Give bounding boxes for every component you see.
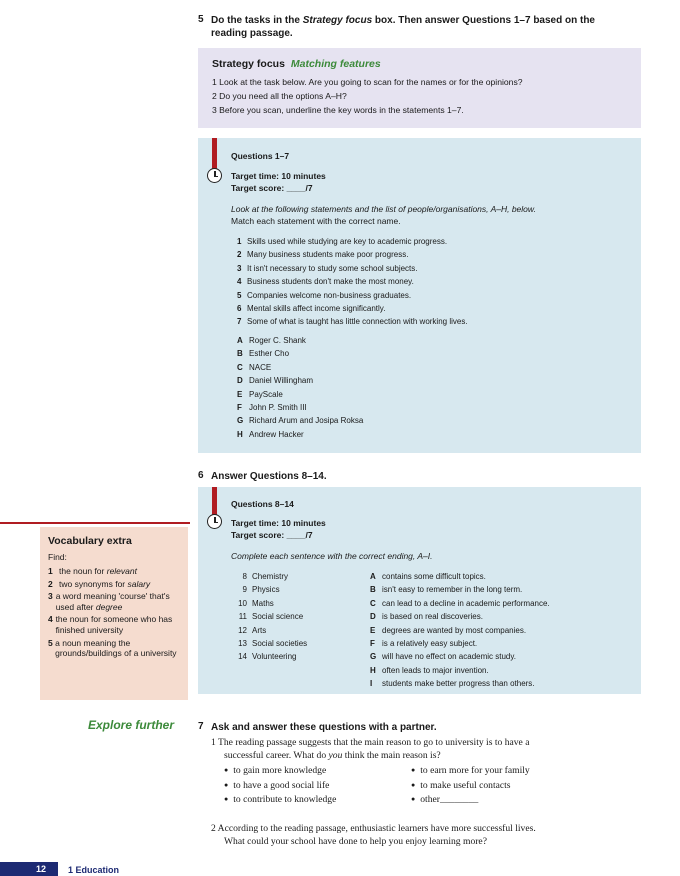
vocab-find-label: Find: [48,552,67,562]
q1-instruction: Match each statement with the correct name. [231,216,401,226]
vocab-item: 5 a noun meaning the grounds/buildings of a university [48,637,177,659]
subject-item: 14 Volunteering [238,652,297,662]
chapter-label: 1 Education [68,865,120,875]
ending-item: H often leads to major invention. [370,665,489,675]
bullet-item: ● to make useful contacts [411,779,591,794]
ending-item: I students make better progress than others. [370,679,535,689]
vocab-extra-box [40,527,188,700]
ending-item: B isn't easy to remember in the long term. [370,585,523,595]
timer-bar [212,138,217,172]
subject-list [233,570,353,664]
q1-instruction-italic: Look at the following statements and the list of people/organisations, A–H, below. [231,204,536,214]
strategy-list [212,75,523,117]
explore-question-1: 1 The reading passage suggests that the main reason to go to university is to have a successful career. What do you think the main reason is? [211,737,530,761]
name-option: A Roger C. Shank [237,336,306,345]
section-7-instruction: Ask and answer these questions with a partner. [211,722,437,733]
vocab-list [48,566,184,659]
vocab-divider [0,522,190,524]
bullet-item: ● other________ [411,793,591,808]
subject-item: 11 Social science [238,612,304,622]
section-6-number: 6 [198,470,204,481]
bullet-item: ● to have a good social life [224,779,404,794]
vocab-item: 4 the noun for someone who has finished university [48,614,173,635]
strategy-item: 3 Before you scan, underline the key words in the statements 1–7. [212,105,464,115]
ending-item: C can lead to a decline in academic performance. [370,598,550,608]
statement-item: 4 Business students don't make the most money. [237,277,414,287]
statement-item: 1 Skills used while studying are key to academic progress. [237,237,448,246]
ending-item: G will have no effect on academic study. [370,652,516,662]
name-option: C NACE [237,362,272,372]
q8-instruction-italic: Complete each sentence with the correct ending, A–I. [231,551,433,561]
bullet-item: ● to gain more knowledge [224,764,404,779]
target-time-label: Target time: 10 minutes [231,171,326,181]
name-option: D Daniel Willingham [237,376,314,386]
clock-icon [207,514,222,529]
timer-bar [212,487,217,517]
ending-item: D is based on real discoveries. [370,612,483,622]
target-score-label: Target score: ____/7 [231,530,313,540]
clock-icon [207,168,222,183]
ending-item: F is a relatively easy subject. [370,639,478,649]
subject-item: 8 Chemistry [242,572,289,581]
strategy-item: 2 Do you need all the options A–H? [212,91,347,101]
statement-item: 3 It isn't necessary to study some school subjects. [237,263,418,273]
subject-item: 10 Maths [238,598,274,608]
name-option: E PayScale [237,389,283,399]
target-score-label: Target score: ____/7 [231,183,313,193]
strategy-title: Strategy focus Matching features [212,58,381,70]
bullet-list-right [411,764,591,808]
name-option: H Andrew Hacker [237,429,304,439]
subject-item: 9 Physics [242,585,280,595]
section-5-number: 5 [198,14,204,25]
ending-item: E degrees are wanted by most companies. [370,625,527,635]
vocab-item: 2 two synonyms for salary [48,578,151,589]
name-option: B Esther Cho [237,349,290,359]
statement-item: 5 Companies welcome non-business graduates. [237,290,412,300]
target-time-label: Target time: 10 minutes [231,518,326,528]
vocab-item: 1 the noun for relevant [48,566,137,576]
strategy-focus-box [198,48,641,128]
bullet-list-left [224,764,404,808]
page-number: 12 [36,864,47,874]
bullet-item: ● to contribute to knowledge [224,793,404,808]
strategy-item: 1 Look at the task below. Are you going to scan for the names or for the opinions? [212,77,523,87]
statement-item: 2 Many business students make poor progress. [237,250,409,260]
subject-item: 13 Social societies [238,639,308,649]
ending-item: A contains some difficult topics. [370,572,486,581]
statement-list [237,235,637,329]
explore-further-label: Explore further [88,718,175,732]
questions-1-7-heading: Questions 1–7 [231,151,290,161]
name-option: F John P. Smith III [237,403,307,413]
questions-8-14-heading: Questions 8–14 [231,499,294,509]
ending-list [370,570,635,691]
name-options-list [237,334,637,441]
bullet-item: ● to earn more for your family [411,764,591,779]
section-5-instruction: Do the tasks in the Strategy focus box. Then answer Questions 1–7 based on the reading passage. [211,15,595,39]
vocab-item: 3 a word meaning 'course' that's used after degree [48,591,170,612]
vocab-title: Vocabulary extra [48,535,132,547]
subject-item: 12 Arts [238,625,267,635]
statement-item: 6 Mental skills affect income significantly. [237,304,386,314]
name-option: G Richard Arum and Josipa Roksa [237,416,364,426]
section-7-number: 7 [198,721,204,732]
explore-question-2: 2 According to the reading passage, enthusiastic learners have more successful lives. What could your school have done to help you enjoy learning more? [211,823,536,847]
statement-item: 7 Some of what is taught has little connection with working lives. [237,317,468,327]
section-6-instruction: Answer Questions 8–14. [211,471,327,482]
